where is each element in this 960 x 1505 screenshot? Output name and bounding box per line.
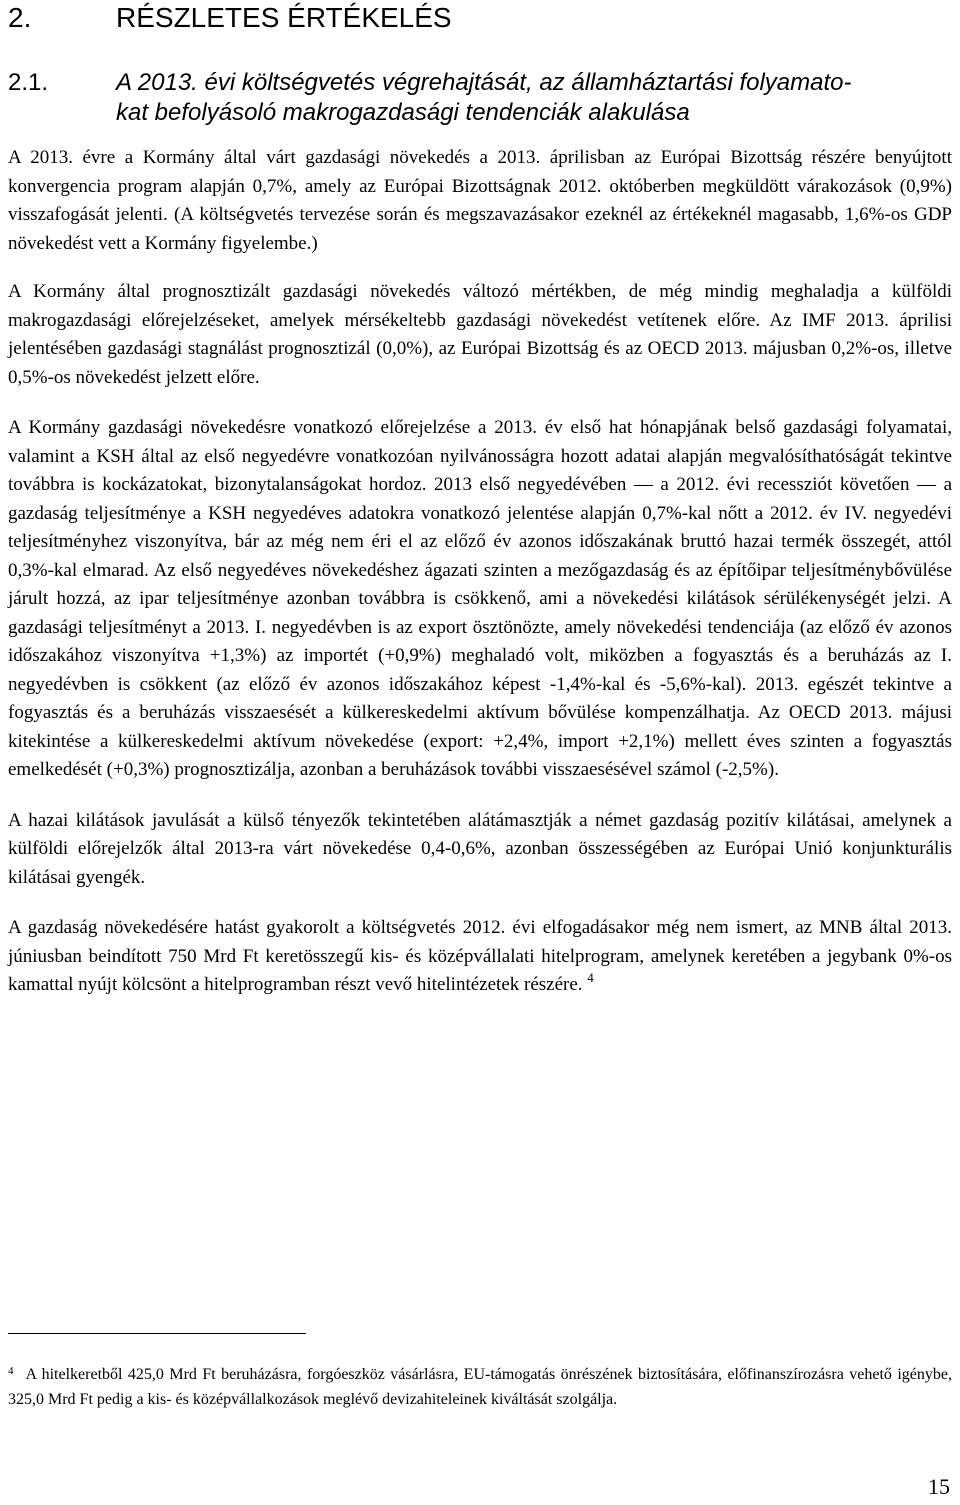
footnote-mark: 4 xyxy=(8,1365,14,1377)
section-heading xyxy=(8,2,452,34)
subsection-number: 2.1. xyxy=(8,69,49,96)
paragraph-with-footnote xyxy=(8,914,952,1000)
body-text xyxy=(8,144,952,1022)
paragraph: A 2013. évre a Kormány által várt gazdasági növekedés a 2013. áprilisban az Európai Bizottság részére benyújtott konvergencia program alapján 0,7%, amely az Európai Bizottságnak 2012. októberben megküldött várakozások (0,9%) visszafogását jelenti. (A költségvetés tervezése során és megszavazásakor ezeknél az értékeknél magasabb, 1,6%-os GDP növekedést vett a Kormány figyelembe.) xyxy=(8,147,952,254)
footnote-text: A hitelkeretből 425,0 Mrd Ft beruházásra, forgóeszköz vásárlásra, EU-támogatás önrészének biztosítására, előfinanszírozásra vehető igénybe, 325,0 Mrd Ft pedig a kis- és középvállalkozások meglévő devizahiteleinek kiváltását szolgálja. xyxy=(8,1366,952,1408)
paragraph-text: A gazdaság növekedésére hatást gyakorolt a költségvetés 2012. évi elfogadásakor még nem ismert, az MNB által 2013. júniusban beindított 750 Mrd Ft keretösszegű kis- és középvállalati hitelprogram, amelynek keretében a jegybank 0%-os kamattal nyújt kölcsönt a hitelprogramban részt vevő hitelintézetek részére. xyxy=(8,917,952,995)
footnote xyxy=(8,1362,952,1412)
subsection-title-line-1: A 2013. évi költségvetés végrehajtását, az államháztartási folyamato- xyxy=(116,69,852,96)
section-number: 2. xyxy=(8,2,32,33)
subsection-title-line-2: kat befolyásoló makrogazdasági tendenciák alakulása xyxy=(116,99,690,126)
footnote-separator xyxy=(8,1333,306,1334)
paragraph: A Kormány által prognosztizált gazdasági növekedés változó mértékben, de még mindig meghaladja a külföldi makrogazdasági előrejelzéseket, amelyek mérsékeltebb gazdasági növekedést vetítenek előre. Az IMF 2013. áprilisi jelentésében gazdasági stagnálást prognosztizál (0,0%), az Európai Bizottság és az OECD 2013. májusban 0,2%-os, illetve 0,5%-os növekedést jelzett előre. xyxy=(8,281,952,388)
section-title-text: RÉSZLETES ÉRTÉKELÉS xyxy=(116,2,452,33)
paragraph: A hazai kilátások javulását a külső tényezők tekintetében alátámasztják a német gazdaság pozitív kilátásai, amelynek a külföldi előrejelzők által 2013-ra várt növekedése 0,4-0,6%, azonban összességében az Európai Unió konjunkturális kilátásai gyengék. xyxy=(8,809,952,888)
page-number: 15 xyxy=(928,1474,950,1499)
paragraph: A Kormány gazdasági növekedésre vonatkozó előrejelzése a 2013. év első hat hónapjának belső gazdasági folyamatai, valamint a KSH által az első negyedévre vonatkozóan nyilvánosságra hozott adatai alapján megvalósíthatóságát tekintve továbbra is kockázatokat, bizonytalanságokat hordoz. 2013 első negyedévében — a 2012. évi recessziót követően — a gazdaság teljesítménye a KSH negyedéves adatokra vonatkozó jelentése alapján 0,7%-kal nőtt a 2012. év IV. negyedévi teljesítményhez viszonyítva, bár az még nem éri el az előző év azonos időszakának bruttó hazai termék összegét, attól 0,3%-kal elmarad. Az első negyedéves növekedéshez ágazati szinten a mezőgazdaság és az építőipar teljesítménybővülése járult hozzá, az ipar teljesítménye azonban továbbra is csökkenő, ami a növekedési kilátások sérülékenységét jelzi. A gazdasági teljesítményt a 2013. I. negyedévben is az export ösztönözte, amely növekedési tendenciája (az előző év azonos időszakához viszonyítva +1,3%) az importét (+0,9%) meghaladó volt, miközben a fogyasztás és a beruházás az I. negyedévben is csökkent (az előző év azonos időszakához képest -1,4%-kal és -5,6%-kal). 2013. egészét tekintve a fogyasztás és a beruházás visszaesését a külkereskedelmi aktívum bővülése kompenzálhatja. Az OECD 2013. májusi kitekintése a külkereskedelmi aktívum növekedése (export: +2,4%, import +2,1%) mellett éves szinten a fogyasztás emelkedését (+0,3%) prognosztizálja, azonban a beruházások további visszaesésével számol (-2,5%). xyxy=(8,417,952,780)
subsection-heading xyxy=(8,68,952,128)
footnote-reference[interactable]: 4 xyxy=(587,970,594,985)
